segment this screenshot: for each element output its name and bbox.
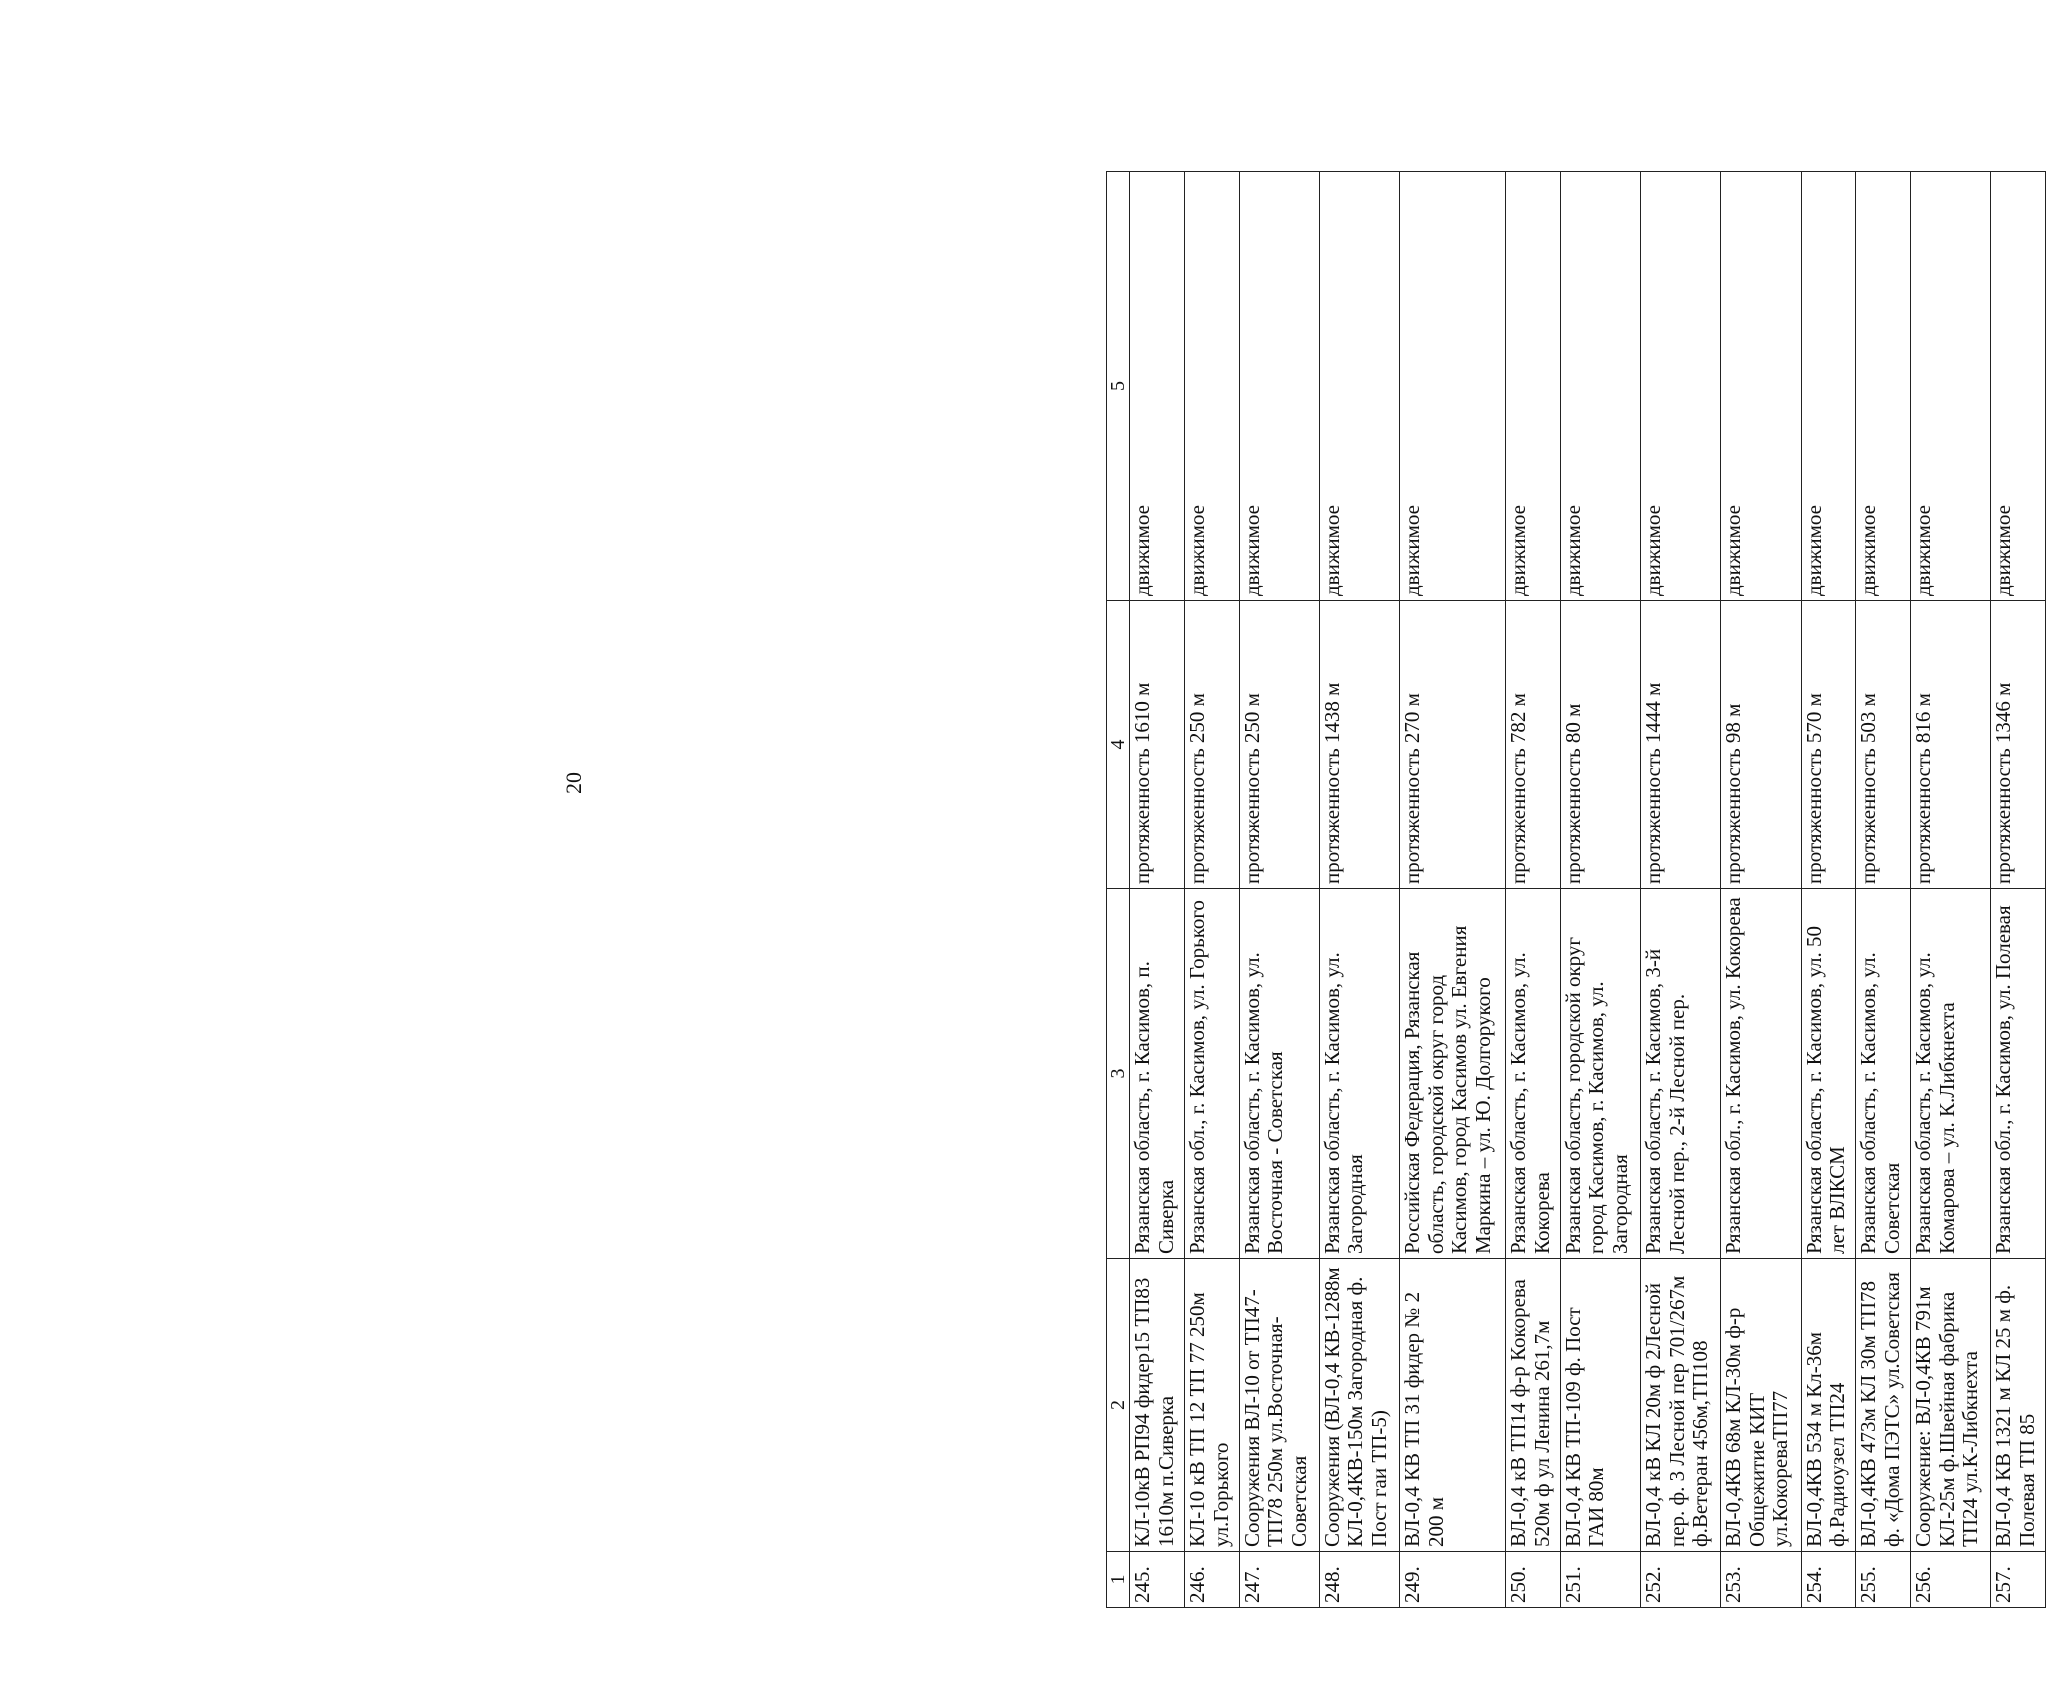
- object-name-cell: ВЛ-0,4КВ 534 м Кл-36м ф.Радиоузел ТП24: [1801, 1259, 1856, 1552]
- object-name-cell: ВЛ-0,4 КВ ТП 31 фидер № 2 200 м: [1400, 1259, 1506, 1552]
- row-number-cell: 251.: [1560, 1552, 1640, 1608]
- row-number-cell: 250.: [1506, 1552, 1561, 1608]
- length-cell: протяженность 1438 м: [1319, 601, 1399, 889]
- table-row: [1185, 172, 1240, 1608]
- table-row: [1910, 172, 1990, 1608]
- row-number-cell: 245.: [1130, 1552, 1185, 1608]
- length-cell: протяженность 1346 м: [1991, 601, 2046, 889]
- object-name-cell: ВЛ-0,4КВ 473м КЛ 30м ТП78 ф. «Дома ПЭТС» ул.Советская: [1856, 1259, 1911, 1552]
- property-type-cell: движимое: [1185, 172, 1240, 601]
- object-name-cell: КЛ-10 кВ ТП 12 ТП 77 250м ул.Горького: [1185, 1259, 1240, 1552]
- table-row: [1319, 172, 1399, 1608]
- length-cell: протяженность 270 м: [1400, 601, 1506, 889]
- property-type-cell: движимое: [1506, 172, 1561, 601]
- row-number-cell: 253.: [1721, 1552, 1801, 1608]
- length-cell: протяженность 1610 м: [1130, 601, 1185, 889]
- property-type-cell: движимое: [1319, 172, 1399, 601]
- length-cell: протяженность 816 м: [1910, 601, 1990, 889]
- registry-table: [1106, 171, 2046, 1608]
- table-row: [1856, 172, 1911, 1608]
- header-col-3: 3: [1107, 889, 1130, 1259]
- property-type-cell: движимое: [1856, 172, 1911, 601]
- table-row: [1400, 172, 1506, 1608]
- row-number-cell: 252.: [1641, 1552, 1721, 1608]
- length-cell: протяженность 570 м: [1801, 601, 1856, 889]
- object-name-cell: ВЛ-0,4 кВ ТП14 ф-р Кокорева 520м ф ул Ленина 261,7м: [1506, 1259, 1561, 1552]
- registry-table-wrapper: [1106, 172, 2046, 1608]
- address-cell: Российская Федерация, Рязанская область, городской округ город Касимов, город Касимов ул. Евгения Маркина – ул. Ю. Долгорукого: [1400, 889, 1506, 1259]
- property-type-cell: движимое: [1801, 172, 1856, 601]
- object-name-cell: Сооружения ВЛ-10 от ТП47-ТП78 250м ул.Восточная-Советская: [1239, 1259, 1319, 1552]
- address-cell: Рязанская область, г. Касимов, ул. Кокорева: [1506, 889, 1561, 1259]
- object-name-cell: Сооружения (ВЛ-0,4 КВ-1288м КЛ-0,4КВ-150м Загородная ф. Пост гаи ТП-5): [1319, 1259, 1399, 1552]
- row-number-cell: 255.: [1856, 1552, 1911, 1608]
- address-cell: Рязанская область, г. Касимов, ул. 50 лет ВЛКСМ: [1801, 889, 1856, 1259]
- table-row: [1801, 172, 1856, 1608]
- length-cell: протяженность 250 м: [1185, 601, 1240, 889]
- header-row: [1107, 172, 1130, 1608]
- object-name-cell: ВЛ-0,4 КВ ТП-109 ф. Пост ГАИ 80м: [1560, 1259, 1640, 1552]
- length-cell: протяженность 1444 м: [1641, 601, 1721, 889]
- address-cell: Рязанская область, г. Касимов, п. Сиверка: [1130, 889, 1185, 1259]
- property-type-cell: движимое: [1239, 172, 1319, 601]
- row-number-cell: 257.: [1991, 1552, 2046, 1608]
- row-number-cell: 254.: [1801, 1552, 1856, 1608]
- property-type-cell: движимое: [1721, 172, 1801, 601]
- row-number-cell: 246.: [1185, 1552, 1240, 1608]
- address-cell: Рязанская обл., г. Касимов, ул. Полевая: [1991, 889, 2046, 1259]
- header-col-5: 5: [1107, 172, 1130, 601]
- length-cell: протяженность 250 м: [1239, 601, 1319, 889]
- header-col-4: 4: [1107, 601, 1130, 889]
- object-name-cell: ВЛ-0,4 КВ 1321 м КЛ 25 м ф. Полевая ТП 85: [1991, 1259, 2046, 1552]
- address-cell: Рязанская область, г. Касимов, ул. Комарова – ул. К.Либкнехта: [1910, 889, 1990, 1259]
- table-row: [1239, 172, 1319, 1608]
- address-cell: Рязанская область, г. Касимов, ул. Восточная - Советская: [1239, 889, 1319, 1259]
- object-name-cell: ВЛ-0,4 кВ КЛ 20м ф 2Лесной пер. ф. 3 Лесной пер 701/267м ф.Ветеран 456м,ТП108: [1641, 1259, 1721, 1552]
- table-row: [1560, 172, 1640, 1608]
- length-cell: протяженность 80 м: [1560, 601, 1640, 889]
- table-row: [1130, 172, 1185, 1608]
- object-name-cell: Сооружение: ВЛ-0,4КВ 791м КЛ-25м ф.Швейная фабрика ТП24 ул.К-Либкнехта: [1910, 1259, 1990, 1552]
- property-type-cell: движимое: [1910, 172, 1990, 601]
- address-cell: Рязанская область, г. Касимов, ул. Загородная: [1319, 889, 1399, 1259]
- row-number-cell: 256.: [1910, 1552, 1990, 1608]
- property-type-cell: движимое: [1991, 172, 2046, 601]
- row-number-cell: 248.: [1319, 1552, 1399, 1608]
- table-row: [1641, 172, 1721, 1608]
- address-cell: Рязанская область, г. Касимов, 3-й Лесной пер., 2-й Лесной пер.: [1641, 889, 1721, 1259]
- property-type-cell: движимое: [1560, 172, 1640, 601]
- address-cell: Рязанская обл., г. Касимов, ул. Горького: [1185, 889, 1240, 1259]
- row-number-cell: 249.: [1400, 1552, 1506, 1608]
- table-row: [1506, 172, 1561, 1608]
- address-cell: Рязанская область, городской округ город Касимов, г. Касимов, ул. Загородная: [1560, 889, 1640, 1259]
- page-number: 20: [561, 772, 586, 794]
- length-cell: протяженность 503 м: [1856, 601, 1911, 889]
- property-type-cell: движимое: [1130, 172, 1185, 601]
- table-row: [1991, 172, 2046, 1608]
- address-cell: Рязанская область, г. Касимов, ул. Советская: [1856, 889, 1911, 1259]
- length-cell: протяженность 98 м: [1721, 601, 1801, 889]
- table-row: [1721, 172, 1801, 1608]
- address-cell: Рязанская обл., г. Касимов, ул. Кокорева: [1721, 889, 1801, 1259]
- object-name-cell: ВЛ-0,4КВ 68м КЛ-30м ф-р Общежитие КИТ ул.КокореваТП77: [1721, 1259, 1801, 1552]
- property-type-cell: движимое: [1400, 172, 1506, 601]
- header-col-2: 2: [1107, 1259, 1130, 1552]
- length-cell: протяженность 782 м: [1506, 601, 1561, 889]
- object-name-cell: КЛ-10кВ РП94 фидер15 ТП83 1610м п.Сиверка: [1130, 1259, 1185, 1552]
- header-col-1: 1: [1107, 1552, 1130, 1608]
- property-type-cell: движимое: [1641, 172, 1721, 601]
- row-number-cell: 247.: [1239, 1552, 1319, 1608]
